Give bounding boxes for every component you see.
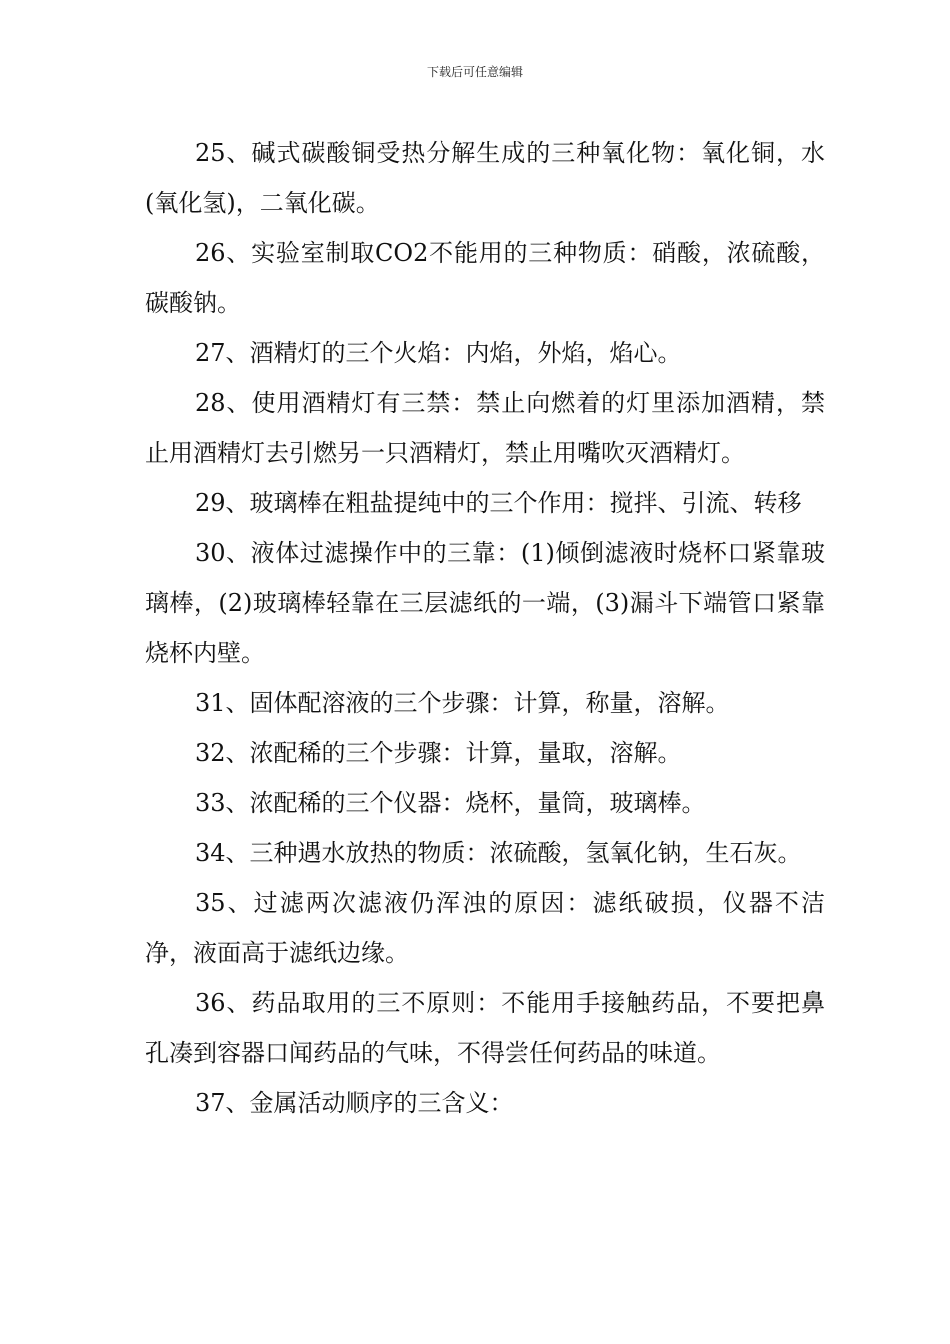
paragraph-28: 28、使用酒精灯有三禁：禁止向燃着的灯里添加酒精，禁止用酒精灯去引燃另一只酒精灯，禁止用嘴吹灭酒精灯。 [145, 389, 825, 467]
paragraph-29: 29、玻璃棒在粗盐提纯中的三个作用：搅拌、引流、转移 [195, 489, 802, 517]
paragraph-36: 36、药品取用的三不原则：不能用手接触药品，不要把鼻孔凑到容器口闻药品的气味，不得尝任何药品的味道。 [145, 989, 825, 1067]
paragraph-26: 26、实验室制取CO2不能用的三种物质：硝酸，浓硫酸，碳酸钠。 [145, 239, 825, 317]
paragraph-25: 25、碱式碳酸铜受热分解生成的三种氧化物：氧化铜，水(氧化氢)，二氧化碳。 [145, 139, 825, 217]
paragraph-37: 37、金属活动顺序的三含义： [195, 1089, 514, 1117]
paragraph-32: 32、浓配稀的三个步骤：计算，量取，溶解。 [195, 739, 682, 767]
document-body [145, 128, 825, 1128]
paragraph-31: 31、固体配溶液的三个步骤：计算，称量，溶解。 [195, 689, 730, 717]
paragraph-33: 33、浓配稀的三个仪器：烧杯，量筒，玻璃棒。 [195, 789, 706, 817]
page-header: 下载后可任意编辑 [426, 65, 523, 79]
paragraph-27: 27、酒精灯的三个火焰：内焰，外焰，焰心。 [195, 339, 682, 367]
paragraph-35: 35、过滤两次滤液仍浑浊的原因：滤纸破损，仪器不洁净，液面高于滤纸边缘。 [145, 889, 825, 967]
paragraph-34: 34、三种遇水放热的物质：浓硫酸，氢氧化钠，生石灰。 [195, 839, 802, 867]
paragraph-30: 30、液体过滤操作中的三靠：(1)倾倒滤液时烧杯口紧靠玻璃棒，(2)玻璃棒轻靠在三层滤纸的一端，(3)漏斗下端管口紧靠烧杯内壁。 [145, 539, 825, 667]
